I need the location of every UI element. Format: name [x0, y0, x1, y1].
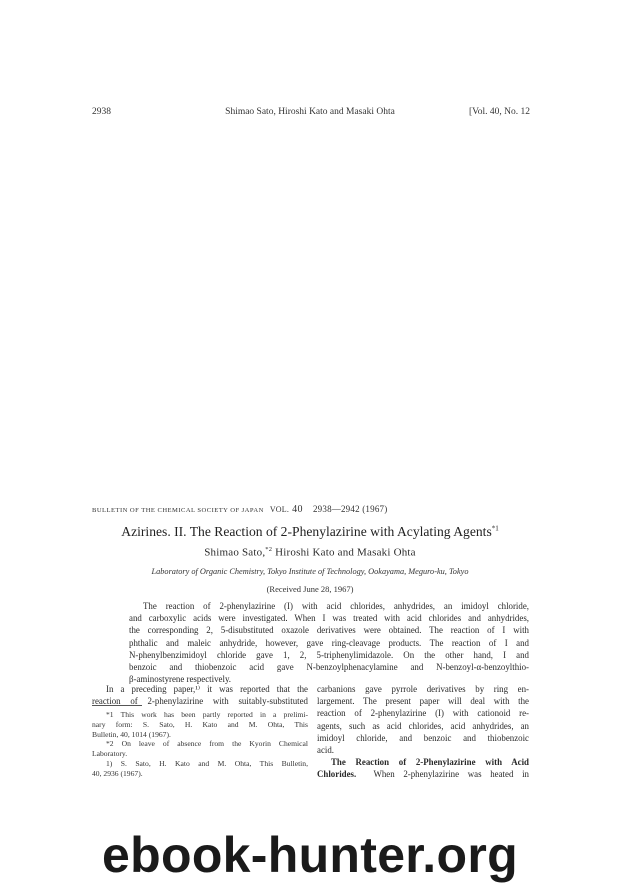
section-text: When 2-phenylazirine was heated in: [373, 769, 529, 780]
running-head-volume: [Vol. 40, No. 12: [468, 107, 530, 117]
article-authors: [0, 546, 620, 559]
author-1-footnote-mark: *2: [265, 546, 273, 553]
footnote-line: 1) S. Sato, H. Kato and M. Ohta, This Bulletin,: [106, 758, 308, 768]
body-line: acid.: [317, 744, 335, 755]
body-line: reaction of 2-phenylazirine with suitably-substituted: [92, 696, 308, 707]
abstract-line: the corresponding 2, 5-disubstituted oxazole derivatives were obtained. The reaction of I with: [129, 625, 529, 636]
page-number: 2938: [92, 107, 111, 117]
abstract-line: N-phenylbenzimidoyl chloride gave 1, 2, 5-triphenylimidazole. On the other hand, I and: [129, 649, 529, 660]
author-others: Hiroshi Kato and Masaki Ohta: [272, 546, 416, 559]
footnote-line: Bulletin, 40, 1014 (1967).: [92, 729, 171, 739]
title-footnote-mark: *1: [491, 524, 499, 533]
footnote-line: 40, 2936 (1967).: [92, 768, 143, 778]
body-line: reaction of 2-phenylazirine (I) with cationoid re-: [317, 708, 529, 719]
body-left-column: [92, 683, 308, 707]
abstract-line: β-aminostyrene respectively.: [129, 674, 232, 685]
body-line: imidoyl chloride, and benzoic and thiobenzoic: [317, 732, 529, 743]
footnotes: [92, 710, 308, 779]
abstract-line: benzoic and thiobenzoic acid gave N-benzoylphenacylamine and N-benzoyl-α-benzoylthio-: [129, 661, 529, 672]
footnote-rule: [92, 705, 142, 706]
abstract-line: The reaction of 2-phenylazirine (I) with acid chlorides, anhydrides, an imidoyl chloride,: [143, 601, 529, 611]
journal-name: BULLETIN OF THE CHEMICAL SOCIETY OF JAPAN: [92, 507, 264, 514]
author-1: Shimao Sato,: [204, 546, 266, 559]
body-line: agents, such as acid chlorides, acid anhydrides, an: [317, 720, 529, 731]
article-title-text: Azirines. II. The Reaction of 2-Phenylazirine with Acylating Agents: [121, 524, 492, 539]
journal-citation-line: [92, 504, 387, 515]
article-title: [0, 524, 620, 540]
section-heading: The Reaction of 2-Phenylazirine with Acid: [331, 757, 529, 768]
journal-vol-number: 40: [292, 504, 303, 515]
footnote-line: *2 On leave of absence from the Kyorin Chemical: [106, 739, 308, 749]
body-right-column: [317, 683, 529, 781]
journal-pages: 2938—2942 (1967): [312, 504, 388, 514]
footnote-line: *1 This work has been partly reported in a prelimi-: [106, 710, 308, 719]
abstract: [129, 600, 529, 685]
watermark: ebook-hunter.org: [102, 827, 518, 883]
affiliation: Laboratory of Organic Chemistry, Tokyo Institute of Technology, Ookayama, Meguro-ku, Tokyo: [151, 567, 469, 576]
body-line: In a preceding paper,¹⁾ it was reported that the: [106, 684, 308, 694]
footnote-line: nary form: S. Sato, H. Kato and M. Ohta, This: [92, 719, 308, 729]
footnote-line: Laboratory.: [92, 749, 128, 759]
running-head-authors: Shimao Sato, Hiroshi Kato and Masaki Ohta: [225, 107, 395, 117]
body-line: largement. The present paper will deal with the: [317, 696, 529, 707]
abstract-line: and carboxylic acids were investigated. When I was treated with acid chlorides and anhydrides,: [129, 613, 529, 624]
section-heading-end: Chlorides.: [317, 769, 357, 780]
journal-vol-label: VOL.: [269, 505, 290, 514]
section-heading-line-2: [317, 768, 529, 780]
abstract-line: phthalic and maleic anhydride, however, gave ring-cleavage products. The reaction of I and: [129, 637, 529, 648]
received-date: (Received June 28, 1967): [266, 584, 354, 594]
body-line: carbanions gave pyrrole derivatives by ring en-: [317, 684, 529, 694]
